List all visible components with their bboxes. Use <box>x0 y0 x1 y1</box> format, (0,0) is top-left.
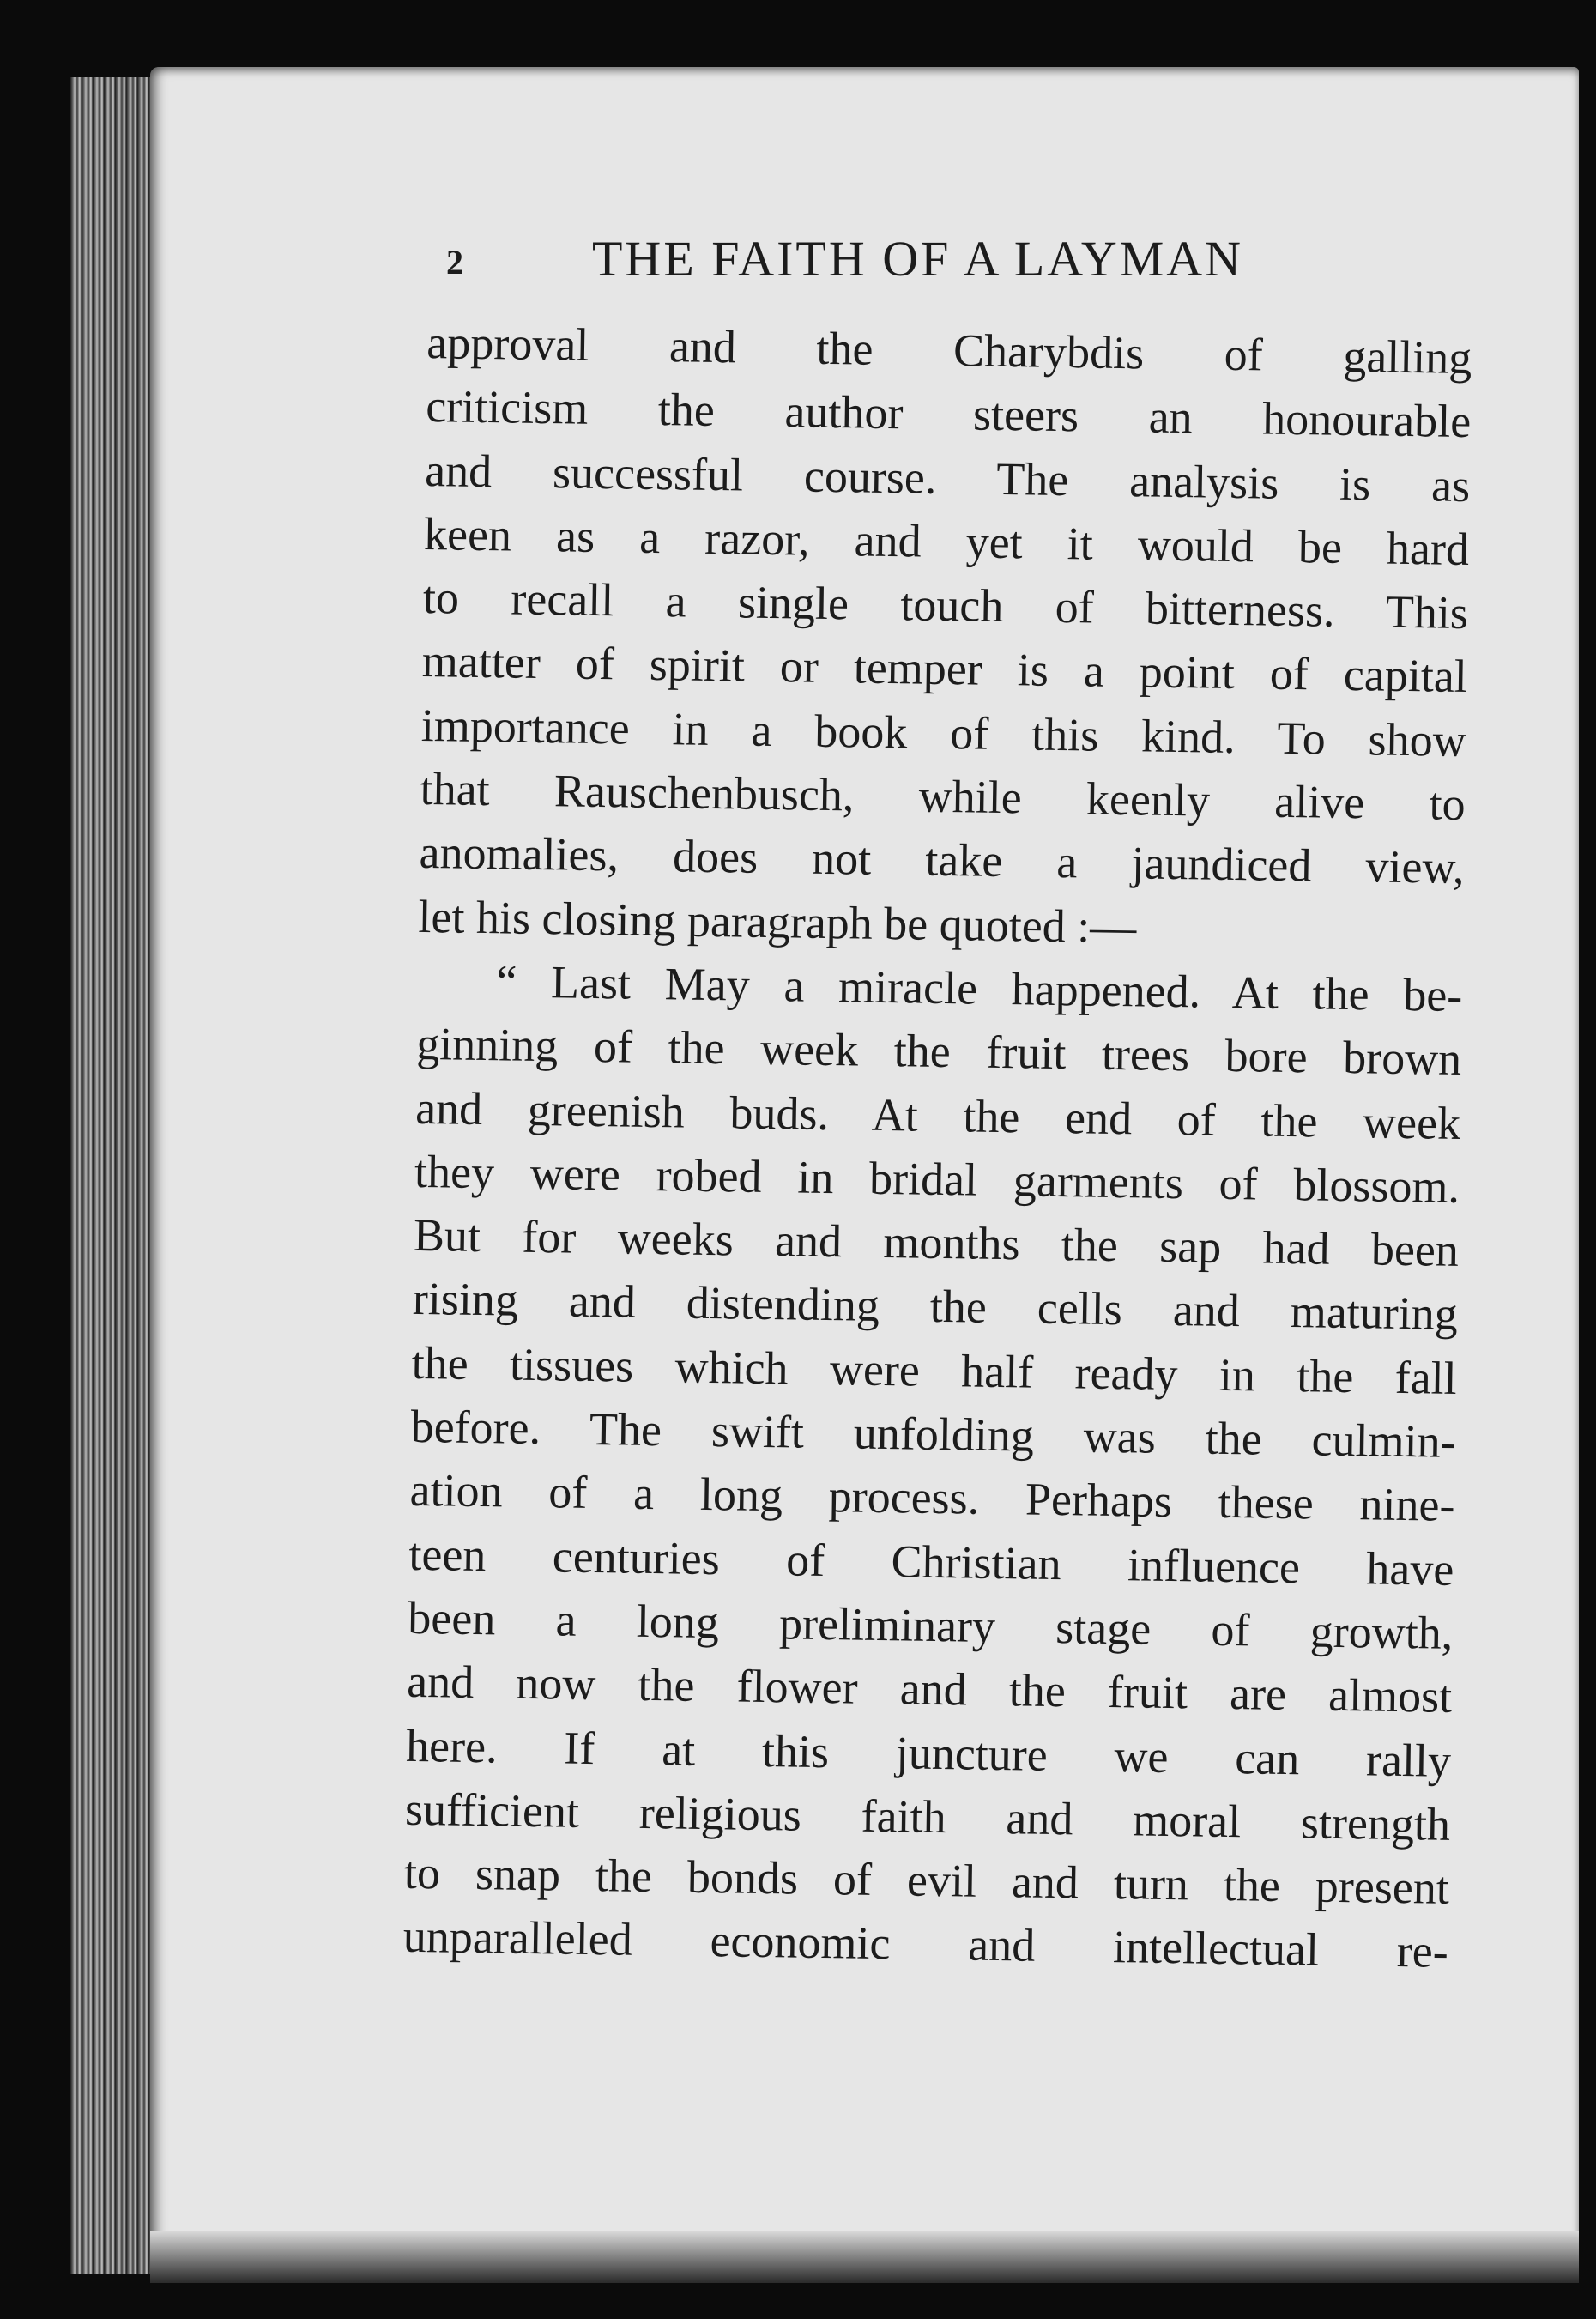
text-line: ginning of the week the fruit trees bore brown <box>415 1018 1462 1086</box>
text-line: here. If at this juncture we can rally <box>405 1719 1452 1787</box>
text-line: and now the flower and the fruit are almost <box>406 1656 1453 1723</box>
page-number: 2 <box>446 243 463 282</box>
text-line: been a long preliminary stage of growth, <box>407 1591 1454 1659</box>
text-line-quote-start: “ Last May a miracle happened. At the be- <box>495 955 1463 1021</box>
text-line: keen as a razor, and yet it would be hard <box>423 507 1470 575</box>
text-line: rising and distending the cells and maturing <box>412 1273 1459 1341</box>
text-line: to snap the bonds of evil and turn the present <box>403 1846 1450 1914</box>
text-line: sufficient religious faith and moral strength <box>404 1783 1451 1850</box>
text-line: that Rauschenbusch, while keenly alive to <box>420 763 1466 831</box>
text-line: criticism the author steers an honourable <box>425 380 1472 448</box>
text-line: ation of a long process. Perhaps these nine- <box>409 1464 1455 1532</box>
running-head <box>446 230 1459 290</box>
text-line: teen centuries of Christian influence have <box>408 1528 1454 1595</box>
text-line: approval and the Charybdis of galling <box>426 316 1472 384</box>
body-text <box>402 311 1472 1984</box>
text-line: and greenish buds. At the end of the week <box>414 1081 1461 1149</box>
running-title: THE FAITH OF A LAYMAN <box>592 231 1244 287</box>
page-bottom-shadow <box>150 2231 1579 2283</box>
text-line: the tissues which were half ready in the fall <box>411 1336 1458 1404</box>
text-line: unparalleled economic and intellectual re- <box>402 1910 1449 1978</box>
text-line: But for weeks and months the sap had been <box>413 1209 1460 1277</box>
text-line: matter of spirit or temper is a point of capital <box>421 635 1468 703</box>
text-line: importance in a book of this kind. To show <box>420 699 1467 766</box>
text-line: anomalies, does not take a jaundiced view, <box>419 826 1465 894</box>
text-line-paragraph-end: let his closing paragraph be quoted :— <box>418 890 1137 954</box>
text-line: to recall a single touch of bitterness. This <box>422 572 1469 639</box>
text-line: before. The swift unfolding was the culmin- <box>410 1400 1457 1468</box>
text-line: they were robed in bridal garments of blossom. <box>414 1145 1460 1213</box>
text-line: and successful course. The analysis is as <box>424 444 1471 512</box>
